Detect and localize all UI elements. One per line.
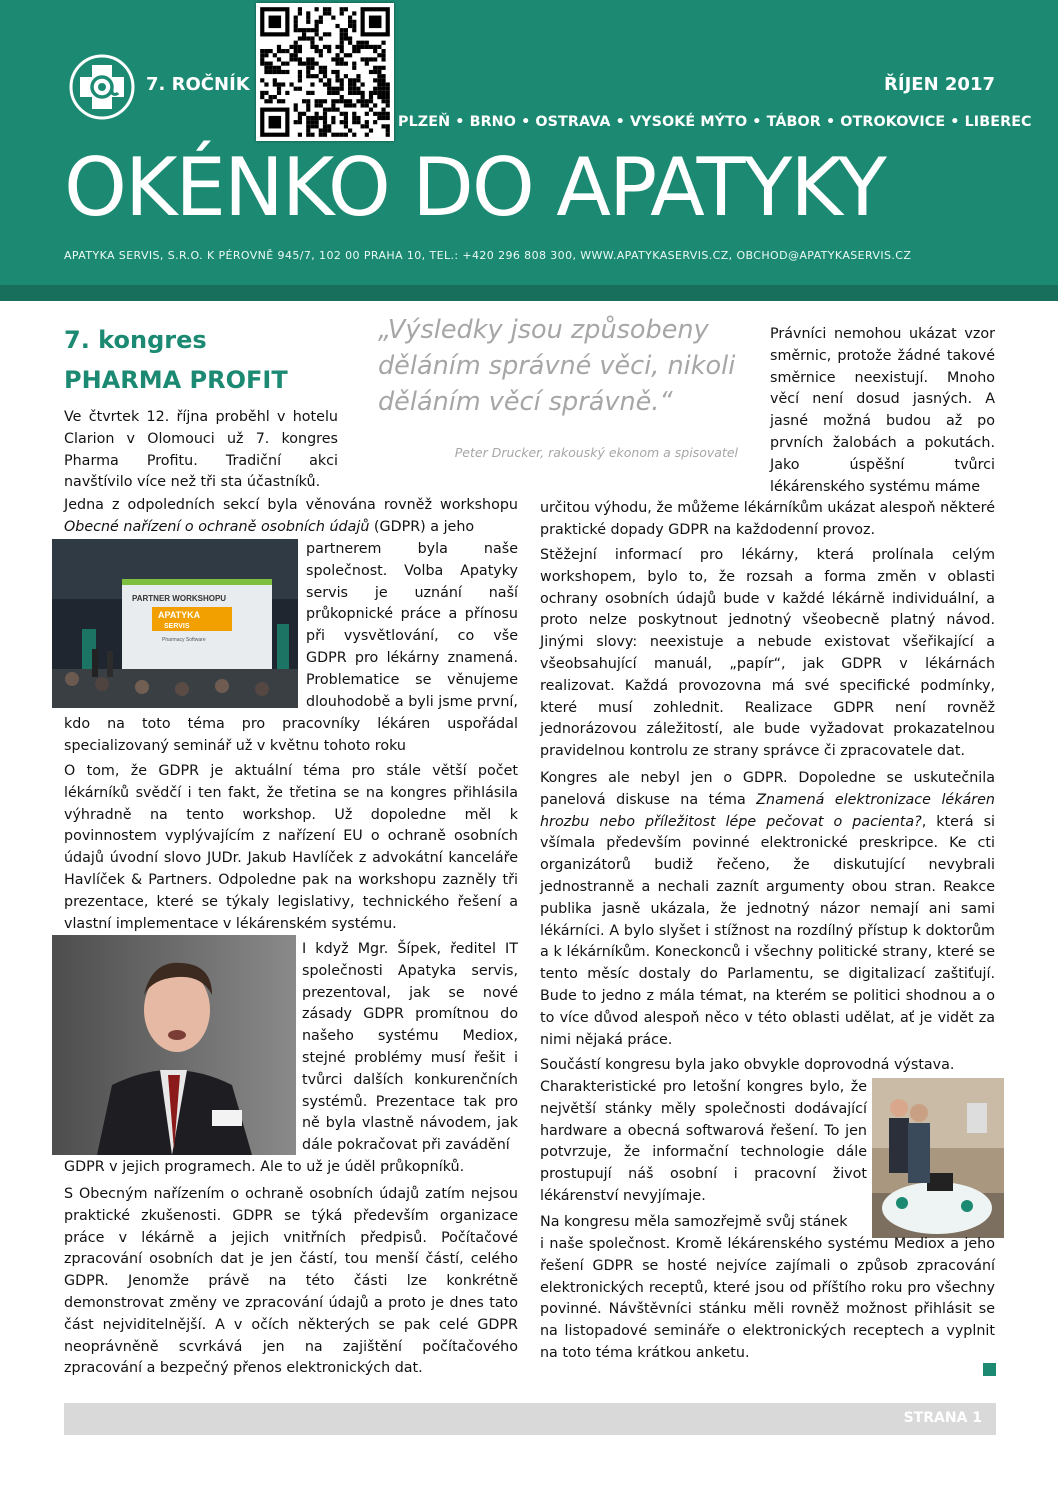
left-paragraph-1b xyxy=(64,495,518,539)
left-paragraph-1c: partnerem byla naše společnost. Volba Apatyky servis je uznání naší průkopnické práce a přínosu při vysvětlování, co vše GDPR pro lékárny znamená. Problematice se věnujeme dlouhodobě a byli jsme první, xyxy=(306,541,518,710)
workshop-screen-brand: APATYKA xyxy=(158,610,201,620)
workshop-screen-brand-2: SERVIS xyxy=(164,623,190,630)
panel-topic-italic: Znamená elektronizace lékáren hrozbu nebo příležitost lépe pečovat o pacienta? xyxy=(540,791,995,830)
article-heading-line1: 7. kongres xyxy=(64,326,207,354)
newsletter-title: OKÉNKO DO APATYKY xyxy=(64,141,885,234)
left-paragraph-3b: GDPR v jejich programech. Ale to už je úděl průkopníků. xyxy=(64,1159,465,1175)
left-paragraph-2: O tom, že GDPR je aktuální téma pro stále větší počet lékárníků svědčí i ten fakt, že třetina se na kongres přihlásila výhradně na tento workshop. Už dopoledne měl k povinnostem vyplývajícím z nařízení EU o ochraně osobních údajů úvodní slovo JUDr. Jakub Havlíček z advokátní kanceláře Havlíček & Partners. Odpoledne pak na workshopu zazněly tři prezentace, které se týkaly legislativy, technického řešení a vlastní implementace v lékárenském systému. xyxy=(64,763,518,932)
quote-author: Peter Drucker, rakouský ekonom a spisovatel xyxy=(454,445,738,460)
volume-label: 7. ROČNÍK xyxy=(146,74,250,95)
branch-cities: PLZEŇ • BRNO • OSTRAVA • VYSOKÉ MÝTO • TÁBOR • OTROKOVICE • LIBEREC xyxy=(398,114,1032,130)
right-paragraph-4b: Charakteristické pro letošní kongres bylo, že největší stánky měly společnosti dodávající hardware a obecná softwarová řešení. To jen potvrzuje, že informační technologie dále prostupují náš osobní i pracovní život lékárenství nevyjímaje. xyxy=(540,1079,867,1204)
issue-date: ŘÍJEN 2017 xyxy=(884,74,995,95)
right-paragraph-1a: Právníci nemohou ukázat vzor směrnic, protože žádné takové směrnice neexistují. Mnoho věcí není dosud jasných. A jasné možná budou až po prvních žalobách a pokutách. Jako úspěšní tvůrci lékárenského systému máme xyxy=(770,326,995,495)
article-end-marker xyxy=(983,1363,996,1376)
pull-quote: „Výsledky jsou způsobeny děláním správné věci, nikoli děláním věcí správně.“ xyxy=(378,315,736,417)
left-paragraph-1d: kdo na toto téma pro pracovníky lékáren uspořádal specializovaný seminář už v květnu tohoto roku xyxy=(64,716,518,754)
apatyka-logo xyxy=(68,53,136,121)
right-paragraph-2: Stěžejní informací pro lékárny, která prolínala celým workshopem, bylo to, že rozsah a forma změn v oblasti ochrany osobních údajů bude v každé lékárně individuální, a proto nelze poskytnout jednotný všeobecně platný návod. Jinými slovy: neexistuje a nebude existovat všeřikající a všeobsahující manuál, „papír“, jak GDPR v lékárnách realizovat. Každá provozovna má své specifické podmínky, které musí zohlednit. Realizace GDPR není rovněž jednorázovou záležitostí, ale bude vyžadovat prokazatelnou pravidelnou kontrolu ze strany správce či zpracovatele dat. xyxy=(540,547,995,760)
qr-code[interactable] xyxy=(256,3,394,141)
left-paragraph-1b-tail: (GDPR) a jeho xyxy=(369,518,475,535)
right-paragraph-4a: Součástí kongresu byla jako obvykle doprovodná výstava. xyxy=(540,1057,955,1073)
right-paragraph-3 xyxy=(540,768,995,1051)
article-heading-line2: PHARMA PROFIT xyxy=(64,366,288,394)
page-number: STRANA 1 xyxy=(903,1410,982,1426)
workshop-screen-heading: PARTNER WORKSHOPU xyxy=(132,594,227,603)
right-paragraph-3-text: Kongres ale nebyl jen o GDPR. Dopoledne se uskutečnila panelová diskuse na téma xyxy=(540,770,995,808)
speaker-photo xyxy=(52,935,296,1155)
gdpr-title-italic: Obecné nařízení o ochraně osobních údajů xyxy=(64,518,370,535)
right-paragraph-5b: i naše společnost. Kromě lékárenského systému Mediox a jeho řešení GDPR se hosté nejvíce zajímali o způsob zpracování elektronických receptů, které jsou od příštího roku pro všechny povinné. Návštěvníci stánku měli rovněž možnost přihlásit se na listopadové semináře o elektronických receptech a vyplnit na toto téma krátkou anketu. xyxy=(540,1236,995,1361)
left-paragraph-1a: Ve čtvrtek 12. října proběhl v hotelu Clarion v Olomouci už 7. kongres Pharma Profitu. Tradiční akci navštívilo více než tři sta účastníků. xyxy=(64,409,338,491)
left-paragraph-1b-text: Jedna z odpoledních sekcí byla věnována rovněž workshopu xyxy=(64,497,518,513)
left-paragraph-3a: I když Mgr. Šípek, ředitel IT společnosti Apatyka servis, prezentoval, jak se nové zásady GDPR promítnou do našeho systému Mediox, stejné problémy musí řešit i tvůrci dalších konkurenčních systémů. Prezentace tak pro ně byla vlastně návodem, jak dále pokračovat při zavádění xyxy=(302,941,518,1154)
exhibition-booth-photo xyxy=(872,1078,1004,1238)
right-paragraph-1b: určitou výhodu, že můžeme lékárníkům ukázat alespoň některé praktické dopady GDPR na každodenní provoz. xyxy=(540,500,995,538)
right-paragraph-5a: Na kongresu měla samozřejmě svůj stánek xyxy=(540,1214,848,1230)
masthead-divider xyxy=(0,285,1058,301)
workshop-photo xyxy=(52,539,298,708)
left-paragraph-4: S Obecným nařízením o ochraně osobních údajů zatím nejsou praktické zkušenosti. GDPR se týká především organizace práce v lékárně a jejich vnitřních předpisů. Počítačové zpracování osobních dat je jen částí, tou menší částí, celého GDPR. Jenomže právě na této části lze konkrétně demonstrovat změny ve zpracování údajů a proto je dnes tato část nejviditelnější. A v očích některých se pak celé GDPR neoprávněně scvrkává jen na zajištění počítačového zpracování a bezpečný přenos elektronických dat. xyxy=(64,1186,518,1377)
right-paragraph-3-tail: , která si všímala především povinné elektronické preskripce. Ke cti organizátorů budiž řečeno, že diskutující nevybrali jednostranně a nechali zaznít argumenty obou stran. Reakce publika jasně ukázala, že jednotný názor nemají ani sami lékárníci. A bylo slyšet i stížnost na rozdílný přístup k doktorům a k lékárníkům. Koneckonců i všechny politické strany, které se tento měsíc dostaly do Parlamentu, se digitalizací zaštiťují. Bude to jedno z mála témat, na kterém se politici shodnou a o to více důvod alespoň něco v této oblasti udělat, ať je vidět za nimi nějaká práce. xyxy=(540,813,996,1048)
workshop-screen-sub: Pharmacy Software xyxy=(162,637,206,643)
company-contact: APATYKA SERVIS, S.R.O. K PÉROVNĚ 945/7, 102 00 PRAHA 10, TEL.: +420 296 808 300, WWW.APATYKASERVIS.CZ, OBCHOD@APATYKASERVIS.CZ xyxy=(64,249,912,262)
